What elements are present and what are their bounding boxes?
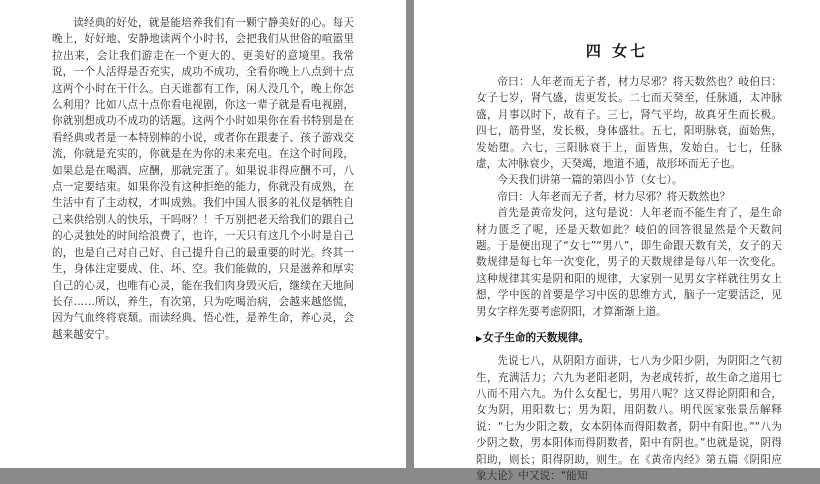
page-divider — [406, 0, 414, 468]
right-paragraph-3: 帝曰：人年老而无子者，材力尽邪？将天数然也？ — [497, 190, 731, 203]
right-triangle-icon: ▶ — [476, 334, 483, 344]
right-page-body — [476, 74, 782, 484]
left-page — [0, 0, 406, 468]
section-heading — [476, 330, 782, 347]
right-paragraph-2: 今天我们讲第一篇的第四小节（女七）。 — [497, 174, 683, 187]
right-paragraph-4: 首先是黄帝发问，这句是说：人年老而不能生育了，是生命材力匮乏了呢，还是天数如此？岐伯的回答很显然是个天数问题。于是便出现了“女七”“男八”，即生命跟天数有关，女子的天数规律是每七年一次变化，男子的天数规律是每八年一次变化。这种规律其实是阴和阳的规律，大家别一见男女字样就往男女上想，学中医的首要是学习中医的思维方式，脑子一定要活泛，见男女字样先要考虑阴阳，才算渐渐上道。 — [476, 207, 782, 318]
left-page-body — [52, 15, 354, 343]
right-paragraph-5: 先说七八，从阴阳方面讲，七八为少阳少阴，为阴阳之气初生，充满活力；六九为老阳老阴，为老成转折，故生命之道用七八而不用六九。为什么女配七，男用八呢？这又得论阴阳和合，女为阴，用阳数七；男为阳，用阴数八。明代医家张景岳解释说：“七为少阳之数，女本阴体而得阳数者，阴中有阳也。”“八为少阴之数，男本阳体而得阴数者，阳中有阴也。”也就是说，阴得阳助，则长；阳得阴助，则生。在《黄帝内经》第五篇《阴阳应象大论》中又说：“能知 — [476, 355, 782, 482]
left-paragraph-1: 读经典的好处，就是能培养我们有一颗宁静美好的心。每天晚上，好好地、安静地读两个小时书，会把我们从世俗的喧嚣里拉出来，会让我们游走在一个更大的、更美好的意境里。我常说，一个人活得是否充实，成功不成功，全看你晚上八点到十点这两个小时在干什么。白天谁都有工作，闲人没几个，晚上你怎么利用？比如八点十点你看电视剧，你这一辈子就是看电视剧，你就别想成功不成功的话题。这两个小时如果你在看书特别是在看经典或者是一本特别棒的小说，或者你在跟妻子、孩子游戏交流，你就是充实的，你就是在为你的未来充电。在这个时间段，如果总是在喝酒、应酬，那就完蛋了。如果说非得应酬不可，八点一定要结束。如果你没有这种拒绝的能力，你就没有成熟，在生活中有了主动权，才叫成熟。我们中国人很多的礼仪是牺牲自己来供给别人的快乐，干吗呀？！千万别把老天给我们的跟自己的心灵独处的时间给浪费了，也许，一天只有这几个小时是自己的，也是自己对自己好、自己提升自己的最重要的时光。终其一生，身体注定要成、住、坏、空。我们能做的，只是滋养和厚实自己的心灵，也唯有心灵，能在我们肉身毁灭后，继续在天地间长存……所以，养生，有次第，只为吃喝治病，会越来越悠慌，因为气血终将衰颓。而读经典、悟心性，是养生命，养心灵，会越来越安宁。 — [52, 17, 354, 341]
right-paragraph-1: 帝曰：人年老而无子者，材力尽邪？将天数然也？岐伯曰：女子七岁，肾气盛，齿更发长。二七而天癸至，任脉通，太冲脉盛，月事以时下，故有子。三七，肾气平均，故真牙生而长极。四七，筋骨坚，发长极，身体盛壮。五七，阳明脉衰，面始焦，发始堕。六七，三阳脉衰于上，面皆焦，发始白。七七，任脉虚，太冲脉衰少，天癸竭，地道不通，故形坏而无子也。 — [476, 76, 782, 171]
section-heading-text: 女子生命的天数规律。 — [483, 332, 590, 345]
right-page — [414, 0, 820, 482]
chapter-title: 四 女七 — [585, 42, 649, 60]
